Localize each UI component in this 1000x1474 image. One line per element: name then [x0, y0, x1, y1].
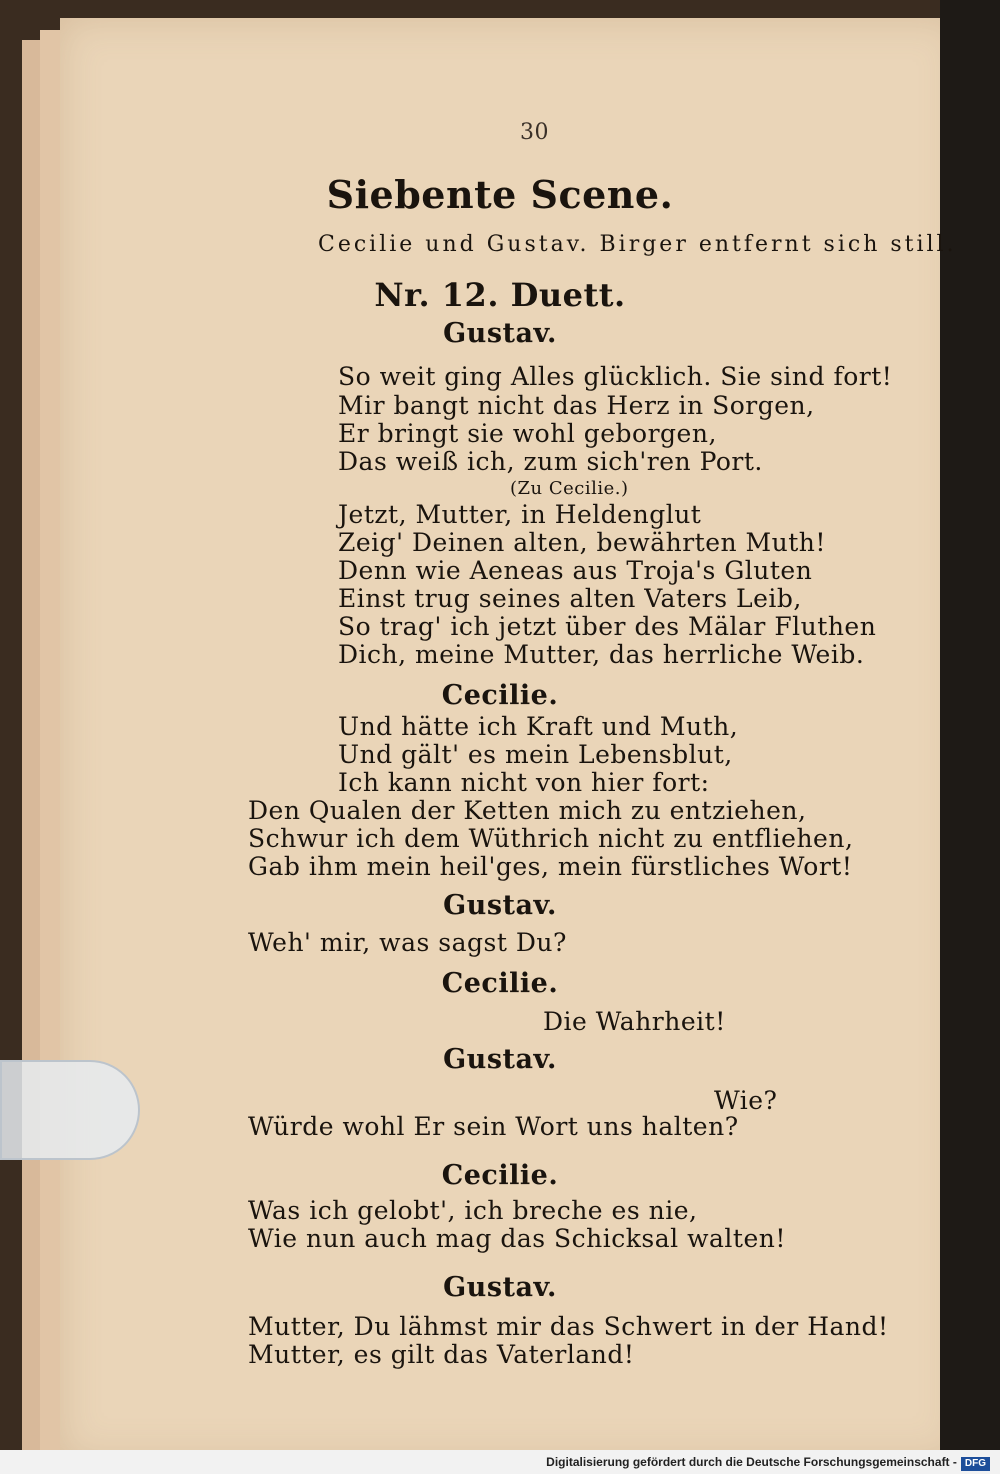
page-number: 30 [520, 120, 549, 145]
verse-line: Jetzt, Mutter, in Heldenglut [338, 500, 702, 529]
verse-line: Würde wohl Er sein Wort uns halten? [248, 1112, 739, 1141]
dfg-logo-icon: DFG [961, 1457, 990, 1471]
verse-line: Zeig' Deinen alten, bewährten Muth! [338, 528, 826, 557]
verse-line: Den Qualen der Ketten mich zu entziehen, [248, 796, 807, 825]
speaker-name: Gustav. [443, 318, 557, 349]
verse-line: So weit ging Alles glücklich. Sie sind fort! [338, 362, 893, 391]
book-spine [940, 0, 1000, 1474]
verse-line: Wie nun auch mag das Schicksal walten! [248, 1224, 786, 1253]
speaker-name: Cecilie. [441, 968, 559, 999]
cast-note: Cecilie und Gustav. Birger entfernt sich still. [318, 232, 957, 257]
verse-line: Und gält' es mein Lebensblut, [338, 740, 733, 769]
verse-line: Schwur ich dem Wüthrich nicht zu entfliehen, [248, 824, 854, 853]
speaker-name: Gustav. [443, 1044, 557, 1075]
number-title: Nr. 12. Duett. [374, 276, 626, 314]
speaker-name: Gustav. [443, 1272, 557, 1303]
footer-text: Digitalisierung gefördert durch die Deutsche Forschungsgemeinschaft - [546, 1455, 957, 1469]
verse-line: Gab ihm mein heil'ges, mein fürstliches Wort! [248, 852, 853, 881]
verse-line: Weh' mir, was sagst Du? [248, 928, 567, 957]
speaker-name: Cecilie. [441, 680, 559, 711]
speaker-name: Gustav. [443, 890, 557, 921]
verse-line: Was ich gelobt', ich breche es nie, [248, 1196, 698, 1225]
verse-line: Ich kann nicht von hier fort: [338, 768, 710, 797]
verse-line: Einst trug seines alten Vaters Leib, [338, 584, 802, 613]
stage-direction: (Zu Cecilie.) [510, 478, 629, 499]
verse-line: So trag' ich jetzt über des Mälar Fluthen [338, 612, 877, 641]
verse-line: Mir bangt nicht das Herz in Sorgen, [338, 391, 815, 420]
verse-line: Mutter, es gilt das Vaterland! [248, 1340, 635, 1369]
verse-line: Mutter, Du lähmst mir das Schwert in der Hand! [248, 1312, 889, 1341]
scene-title: Siebente Scene. [326, 172, 674, 217]
digitization-footer [0, 1450, 1000, 1474]
speaker-name: Cecilie. [441, 1160, 559, 1191]
verse-line: Wie? [714, 1086, 778, 1115]
verse-line: Er bringt sie wohl geborgen, [338, 419, 717, 448]
verse-line: Denn wie Aeneas aus Troja's Gluten [338, 556, 813, 585]
verse-line: Die Wahrheit! [543, 1007, 726, 1036]
bookmark-tab [0, 1060, 140, 1160]
verse-line: Das weiß ich, zum sich'ren Port. [338, 447, 763, 476]
verse-line: Dich, meine Mutter, das herrliche Weib. [338, 640, 865, 669]
verse-line: Und hätte ich Kraft und Muth, [338, 712, 739, 741]
